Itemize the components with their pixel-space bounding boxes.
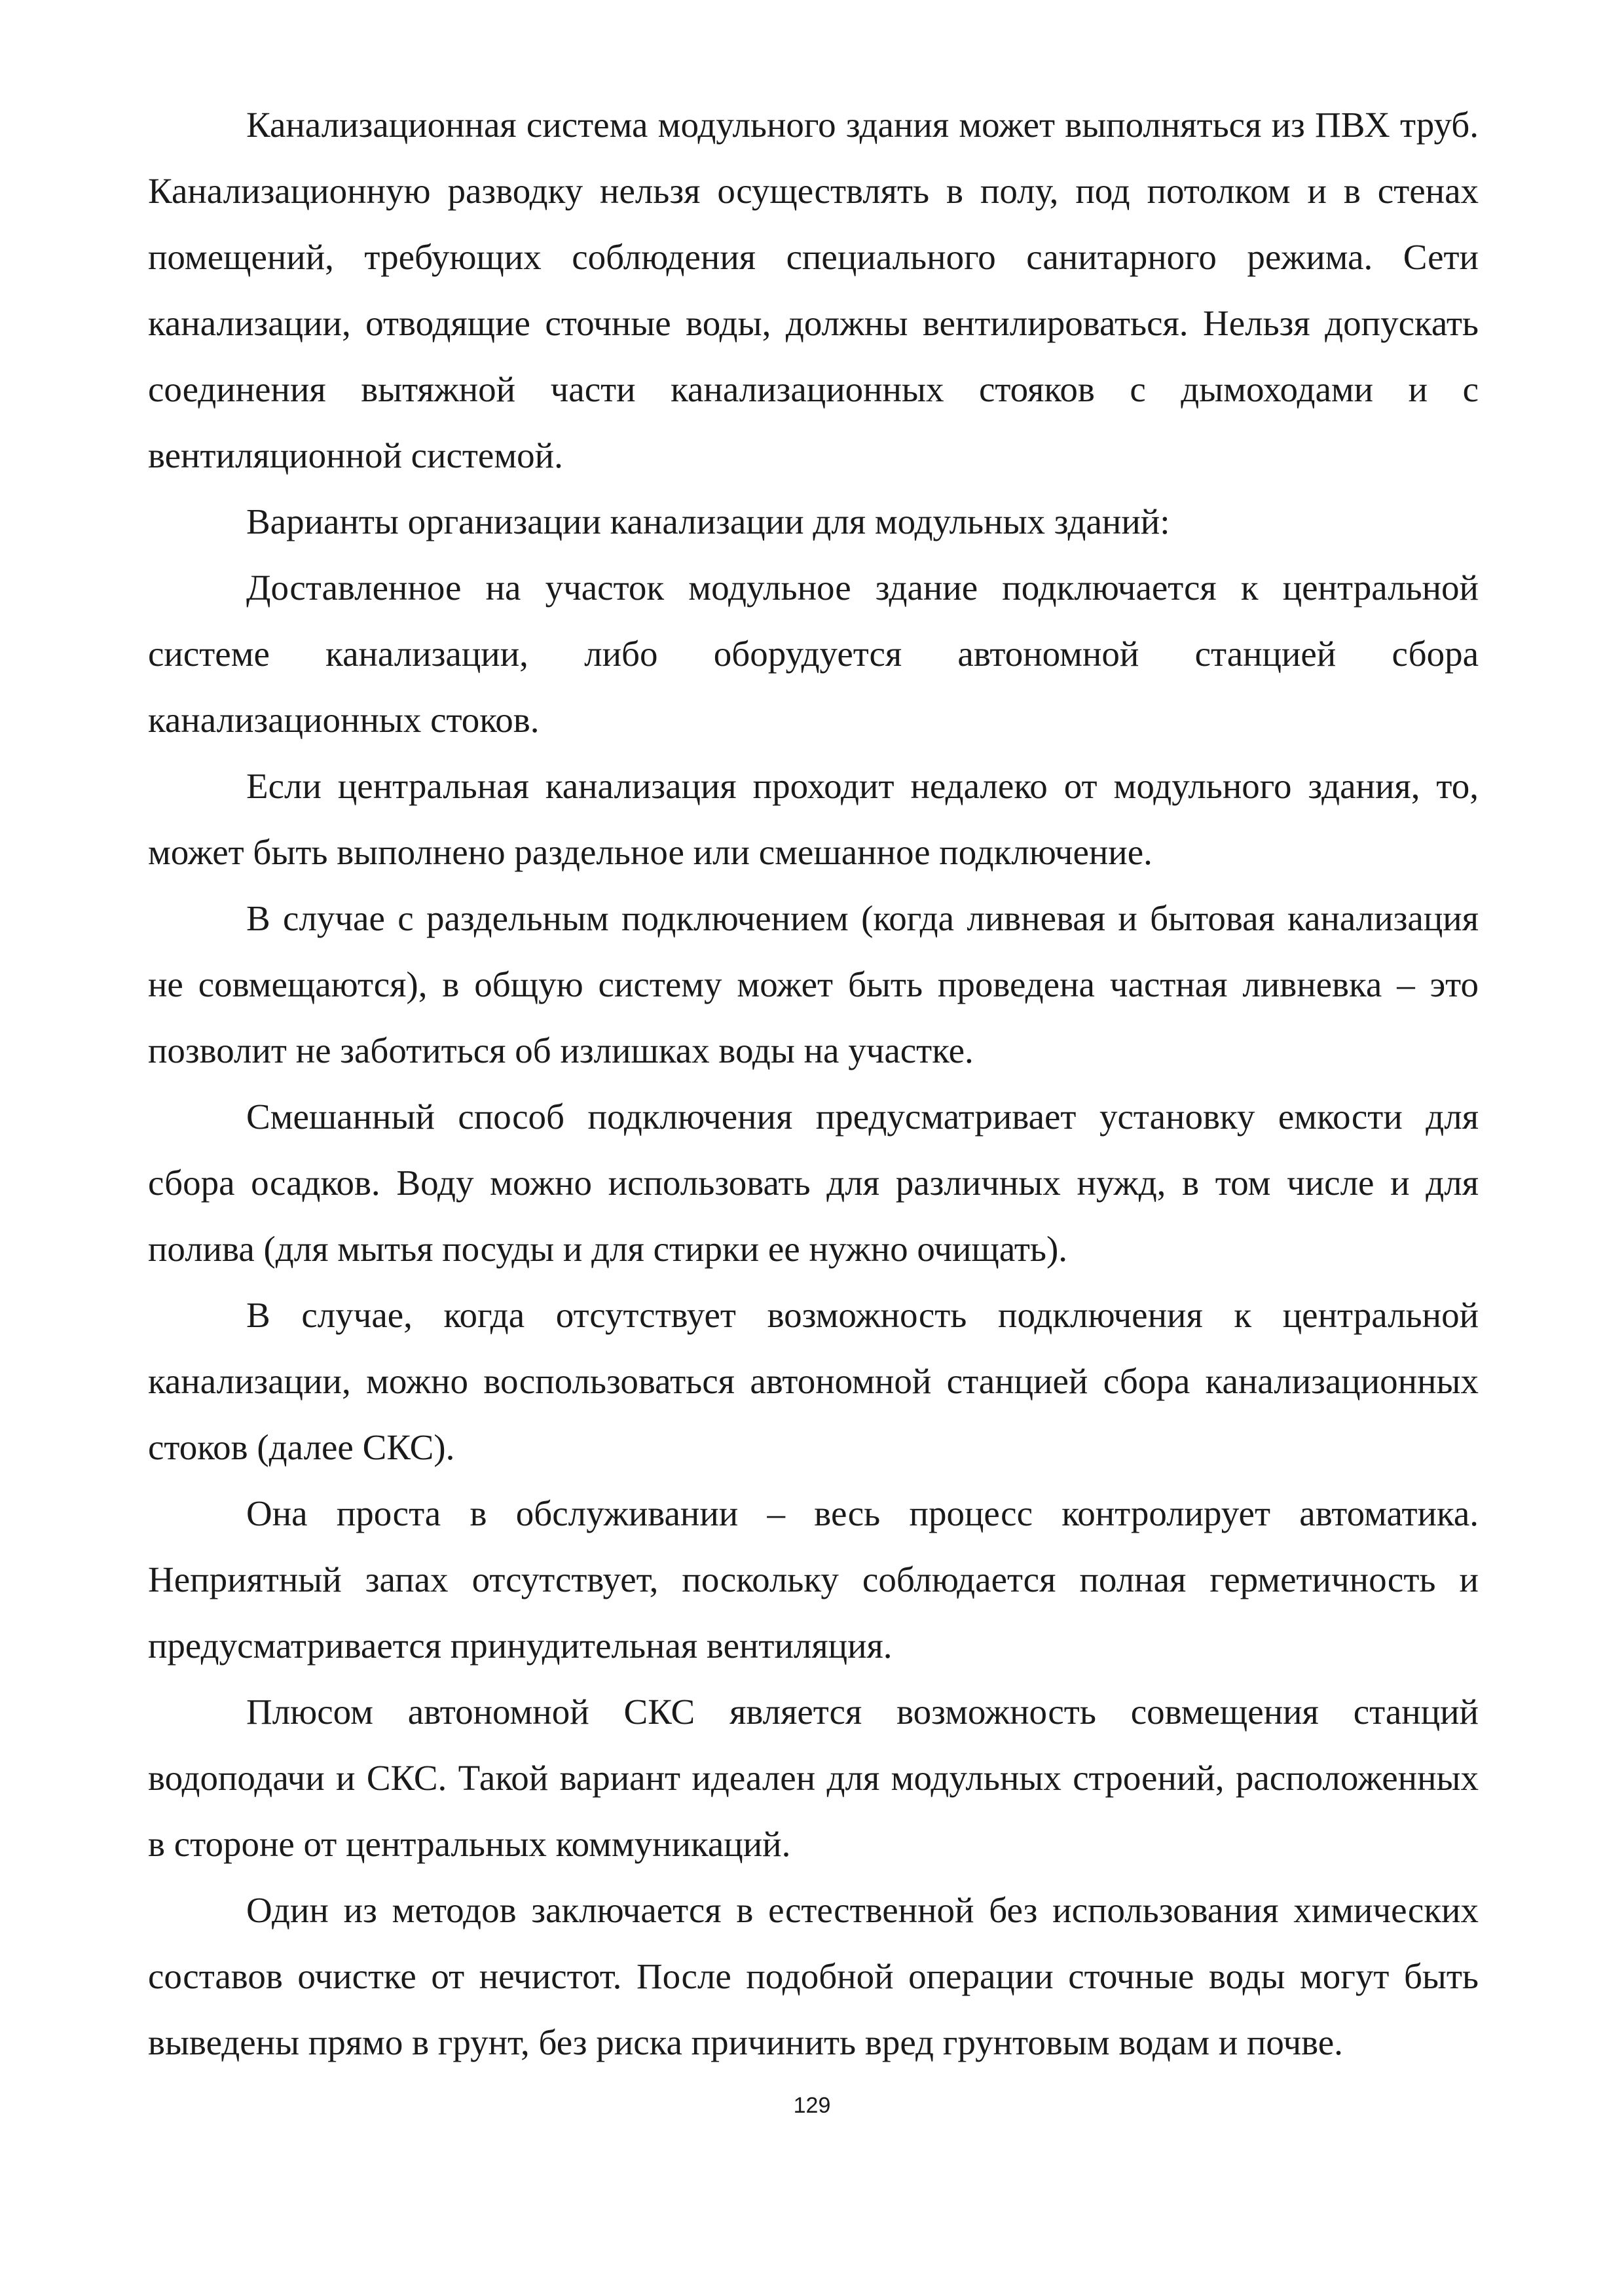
paragraph-no-central-option: В случае, когда отсутствует возможность подключения к центральной канализации, можно воспользоваться автономной станцией сбора канализационных стоков (далее СКС). <box>148 1295 1479 1467</box>
paragraph-central-or-autonomous: Доставленное на участок модульное здание подключается к центральной системе канализации, либо оборудуется автономной станцией сбора канализационных стоков. <box>148 568 1479 740</box>
page-number: 129 <box>793 2093 831 2118</box>
paragraph-mixed-connection: Смешанный способ подключения предусматривает установку емкости для сбора осадков. Воду можно использовать для различных нужд, в том числе и для полива (для мытья посуды и для стирки ее нужно очищать). <box>148 1097 1479 1269</box>
paragraph-central-nearby: Если центральная канализация проходит недалеко от модульного здания, то, может быть выполнено раздельное или смешанное подключение. <box>148 766 1479 872</box>
paragraph-separate-connection: В случае с раздельным подключением (когда ливневая и бытовая канализация не совмещаются), в общую систему может быть проведена частная ливневка – это позволит не заботиться об излишках воды на участке. <box>148 898 1479 1070</box>
paragraph-natural-cleaning: Один из методов заключается в естественной без использования химических составов очистке от нечистот. После подобной операции сточные воды могут быть выведены прямо в грунт, без риска причинить вред грунтовым водам и почве. <box>148 1890 1479 2062</box>
paragraph-advantage: Плюсом автономной СКС является возможность совмещения станций водоподачи и СКС. Такой вариант идеален для модульных строений, расположенных в стороне от центральных коммуникаций. <box>148 1692 1479 1864</box>
body-text <box>148 92 1479 2075</box>
paragraph-maintenance: Она проста в обслуживании – весь процесс контролирует автоматика. Неприятный запах отсутствует, поскольку соблюдается полная герметичность и предусматривается принудительная вентиляция. <box>148 1493 1479 1666</box>
paragraph-sewer-system: Канализационная система модульного здания может выполняться из ПВХ труб. Канализационную разводку нельзя осуществлять в полу, под потолком и в стенах помещений, требующих соблюдения специального санитарного режима. Сети канализации, отводящие сточные воды, должны вентилироваться. Нельзя допускать соединения вытяжной части канализационных стояков с дымоходами и с вентиляционной системой. <box>148 105 1479 475</box>
paragraph-options-heading: Варианты организации канализации для модульных зданий: <box>246 501 1170 541</box>
